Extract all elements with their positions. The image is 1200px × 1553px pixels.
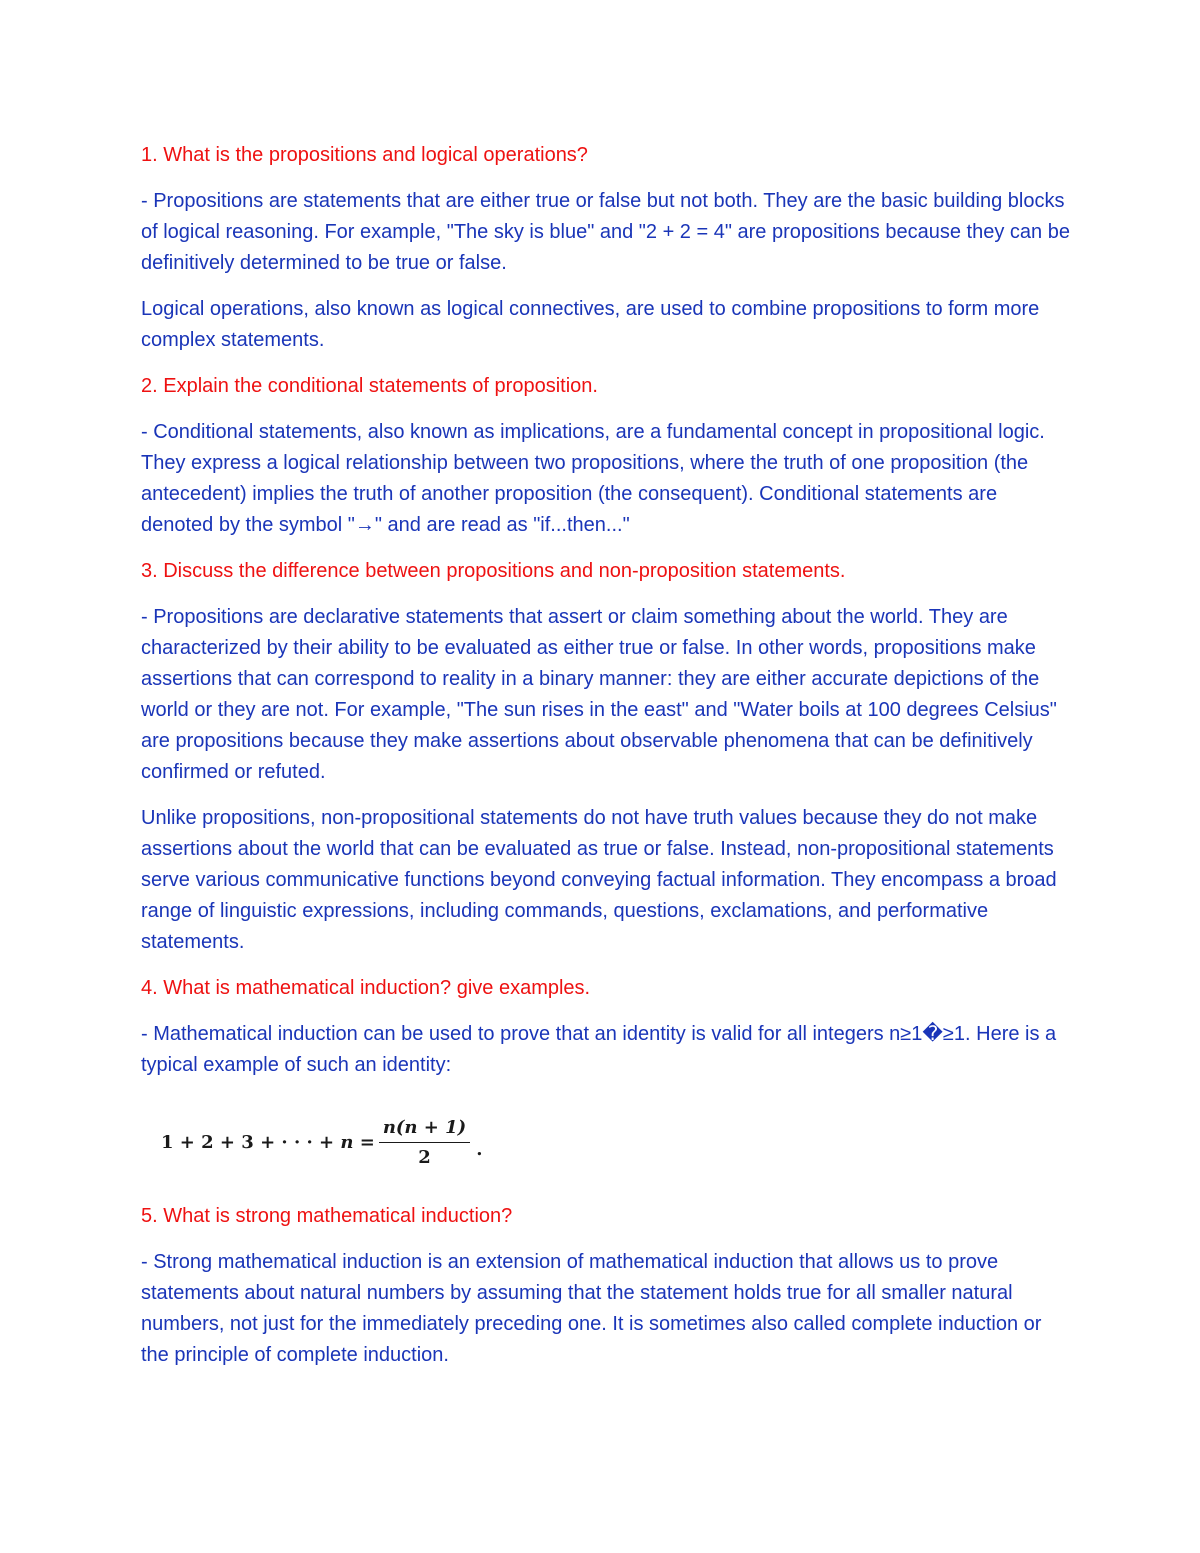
formula-left-side bbox=[161, 1132, 375, 1153]
document-page bbox=[141, 140, 1071, 1386]
question-4-answer-paragraph-1: - Mathematical induction can be used to prove that an identity is valid for all integers n≥1�≥1. Here is a typical example of such an identity: bbox=[141, 1023, 1057, 1076]
formula-fraction bbox=[379, 1117, 470, 1168]
question-1-answer-paragraph-1: - Propositions are statements that are either true or false but not both. They are the basic building blocks of logical reasoning. For example, "The sky is blue" and "2 + 2 = 4" are propositions because they can be definitively determined to be true or false. bbox=[141, 190, 1070, 274]
formula-numerator: n(n + 1) bbox=[382, 1116, 467, 1138]
question-5-heading: 5. What is strong mathematical induction? bbox=[141, 1205, 513, 1227]
formula-period: . bbox=[476, 1138, 483, 1160]
question-3-answer-paragraph-2: Unlike propositions, non-propositional statements do not have truth values because they do not make assertions about the world that can be evaluated as true or false. Instead, non-propositional statements serve various communicative functions beyond conveying factual information. They encompass a broad range of linguistic expressions, including commands, questions, exclamations, and performative statements. bbox=[141, 807, 1057, 953]
question-5-answer-paragraph-1: - Strong mathematical induction is an extension of mathematical induction that allows us to prove statements about natural numbers by assuming that the statement holds true for all smaller natural numbers, not just for the immediately preceding one. It is sometimes also called complete induction or the principle of complete induction. bbox=[141, 1251, 1042, 1366]
formula-denominator: 2 bbox=[418, 1146, 431, 1168]
question-3-heading: 3. Discuss the difference between propositions and non-proposition statements. bbox=[141, 560, 846, 582]
formula-equals-sign: = bbox=[353, 1131, 375, 1153]
formula-sum-terms: 1 + 2 + 3 + · · · + bbox=[161, 1131, 341, 1153]
question-1-heading: 1. What is the propositions and logical operations? bbox=[141, 144, 588, 166]
question-2-heading: 2. Explain the conditional statements of proposition. bbox=[141, 375, 598, 397]
question-4-heading: 4. What is mathematical induction? give examples. bbox=[141, 977, 591, 999]
question-3-answer-paragraph-1: - Propositions are declarative statements that assert or claim something about the world. They are characterized by their ability to be evaluated as either true or false. In other words, propositions make assertions that can correspond to reality in a binary manner: they are either accurate depictions of the world or they are not. For example, "The sun rises in the east" and "Water boils at 100 degrees Celsius" are propositions because they make assertions about observable phenomena that can be definitively confirmed or refuted. bbox=[141, 606, 1057, 783]
question-1-answer-paragraph-2: Logical operations, also known as logical connectives, are used to combine propositions to form more complex statements. bbox=[141, 298, 1040, 351]
induction-identity-formula bbox=[161, 1109, 1071, 1175]
question-2-answer-paragraph-1: - Conditional statements, also known as implications, are a fundamental concept in propositional logic. They express a logical relationship between two propositions, where the truth of one proposition (the antecedent) implies the truth of another proposition (the consequent). Conditional statements are denoted by the symbol "→" and are read as "if...then..." bbox=[141, 421, 1045, 536]
formula-variable-n: n bbox=[340, 1131, 354, 1153]
